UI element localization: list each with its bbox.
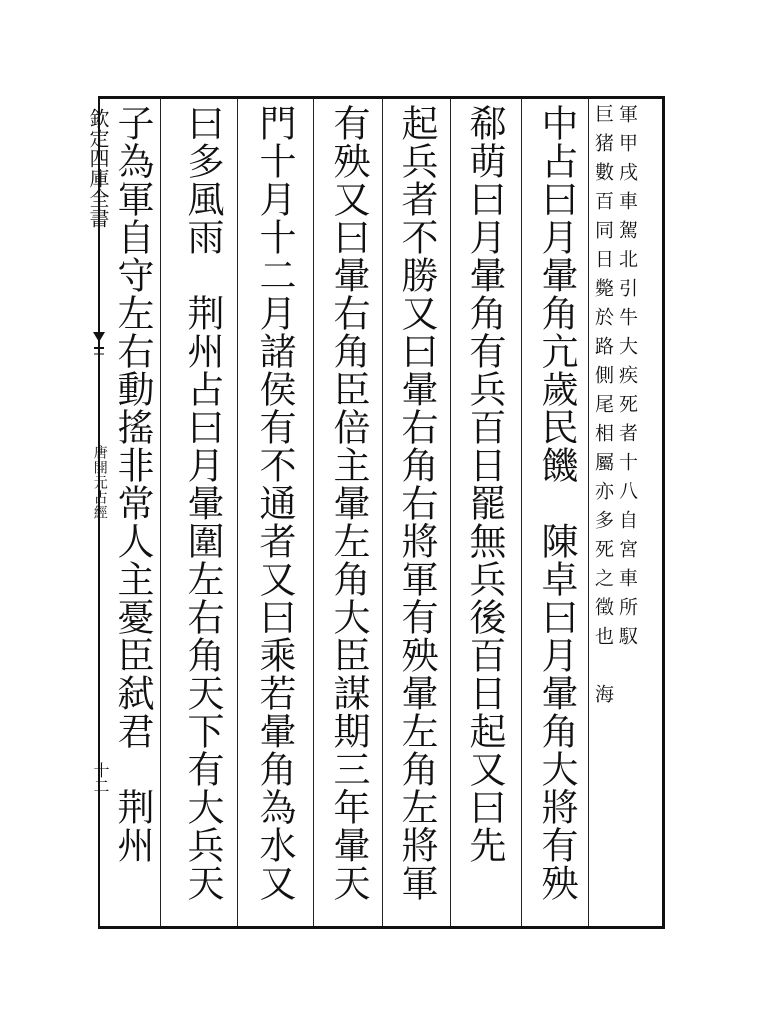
text-column-5: 起兵者不勝又曰暈右角右將軍有殃暈左角左將軍 — [395, 104, 438, 902]
text-column-6: 有殃又曰暈右角臣倍主暈左角大臣謀期三年暈天 — [327, 104, 370, 902]
column-rule — [521, 98, 522, 926]
column-rule — [588, 98, 589, 926]
text-column-4: 郗萌曰月暈角有兵百日罷無兵後百日起又曰先 — [463, 104, 506, 864]
text-column-7: 門十月十二月諸侯有不通者又曰乘若暈角為水又 — [253, 104, 296, 902]
text-column-commentary-2: 巨猪數百同日斃於路側尾相屬亦多死之徵也 海 — [592, 104, 614, 713]
fish-tail-mark-icon — [92, 330, 106, 358]
column-rule — [313, 98, 314, 926]
text-column-3: 中占曰月暈角亢歲民饑 陳卓曰月暈角大將有殃 — [535, 104, 578, 902]
column-rule — [160, 98, 161, 926]
frame-right-border — [662, 96, 665, 929]
frame-top-border — [98, 96, 664, 99]
frame-bottom-border — [98, 926, 664, 929]
column-rule — [382, 98, 383, 926]
book-title: 唐開元占經 — [91, 445, 108, 520]
text-column-8: 曰多風雨 荆州占曰月暈圍左右角天下有大兵天 — [181, 104, 224, 902]
text-column-9: 子為軍自守左右動搖非常人主憂臣弑君 荆州 — [111, 104, 154, 864]
page-number: 十二 — [91, 762, 110, 794]
text-column-commentary-1: 軍甲戌車駕北引牛大疾死者十八自宮車所馭 — [616, 104, 638, 655]
column-rule — [450, 98, 451, 926]
margin-header: 欽定四庫全書 — [86, 108, 110, 228]
column-rule — [237, 98, 238, 926]
